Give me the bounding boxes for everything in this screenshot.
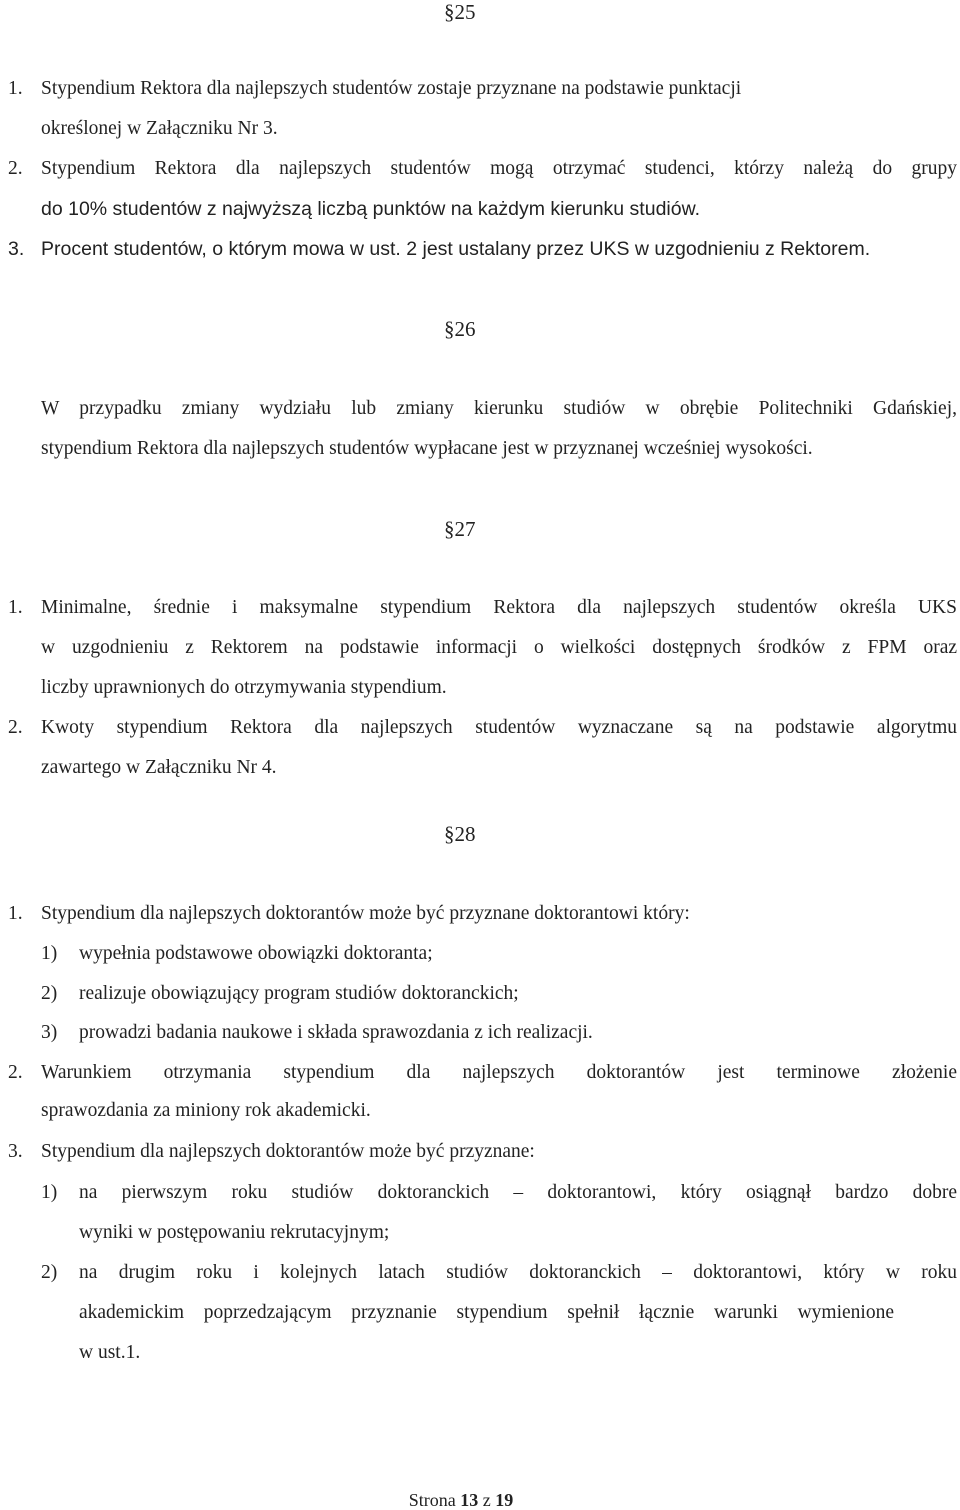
paragraph-line: Stypendium Rektora dla najlepszych studentów mogą otrzymać studenci, którzy należą do grupy (41, 158, 957, 179)
item-number: 2. (8, 158, 23, 179)
section-heading-25: §25 (444, 0, 476, 24)
paragraph-line: Kwoty stypendium Rektora dla najlepszych studentów wyznaczane są na podstawie algorytmu (41, 717, 957, 738)
paragraph-line: Warunkiem otrzymania stypendium dla najlepszych doktorantów jest terminowe złożenie (41, 1062, 957, 1083)
paragraph-line: stypendium Rektora dla najlepszych studentów wypłacane jest w przyznanej wcześniej wysokości. (41, 438, 813, 459)
item-number: 2. (8, 1062, 23, 1083)
subitem-line: realizuje obowiązujący program studiów doktoranckich; (79, 983, 519, 1004)
section-heading-27: §27 (444, 517, 476, 541)
paragraph-line (41, 77, 957, 101)
subitem-line: prowadzi badania naukowe i składa sprawozdania z ich realizacji. (79, 1022, 593, 1043)
subitem-number: 1) (41, 943, 58, 964)
text-justified: Stypendium Rektora dla najlepszych studentów zostaje przyznane na podstawie punktacji (41, 78, 742, 99)
item-number: 3. (8, 1141, 23, 1162)
paragraph-line: Stypendium dla najlepszych doktorantów może być przyznane doktorantowi który: (41, 903, 690, 924)
item-number: 1. (8, 78, 23, 99)
section-heading-28: §28 (444, 822, 476, 846)
subitem-line: w ust.1. (79, 1342, 141, 1363)
footer-page-total: 19 (495, 1490, 514, 1510)
item-number: 3. (8, 238, 25, 260)
item-number: 1. (8, 597, 23, 618)
subitem-line: na pierwszym roku studiów doktoranckich – doktorantowi, który osiągnął bardzo dobre (79, 1182, 957, 1203)
paragraph-line: zawartego w Załączniku Nr 4. (41, 757, 277, 778)
page-footer (0, 1490, 922, 1510)
paragraph-line: do 10% studentów z najwyższą liczbą punktów na każdym kierunku studiów. (41, 198, 701, 220)
paragraph-line: określonej w Załączniku Nr 3. (41, 118, 278, 139)
item-number: 1. (8, 903, 23, 924)
subitem-number: 3) (41, 1022, 58, 1043)
subitem-line: akademickim poprzedzającym przyznanie stypendium spełnił łącznie warunki wymienione (79, 1302, 894, 1323)
paragraph-line: liczby uprawnionych do otrzymywania stypendium. (41, 677, 447, 698)
footer-prefix: Strona (408, 1490, 456, 1510)
section-heading-26: §26 (444, 317, 476, 341)
paragraph-line: Procent studentów, o którym mowa w ust. 2 jest ustalany przez UKS w uzgodnieniu z Rektorem. (41, 238, 871, 260)
subitem-number: 2) (41, 1262, 58, 1283)
subitem-line: na drugim roku i kolejnych latach studiów doktoranckich – doktorantowi, który w roku (79, 1262, 957, 1283)
subitem-number: 2) (41, 983, 58, 1004)
subitem-line: wypełnia podstawowe obowiązki doktoranta; (79, 943, 433, 964)
paragraph-line: w uzgodnieniu z Rektorem na podstawie informacji o wielkości dostępnych środków z FPM oraz (41, 637, 957, 658)
paragraph-line: sprawozdania za miniony rok akademicki. (41, 1100, 371, 1121)
paragraph-line: W przypadku zmiany wydziału lub zmiany kierunku studiów w obrębie Politechniki Gdańskiej, (41, 398, 957, 419)
footer-separator: z (482, 1490, 491, 1510)
paragraph-line: Minimalne, średnie i maksymalne stypendium Rektora dla najlepszych studentów określa UKS (41, 597, 957, 618)
item-number: 2. (8, 717, 23, 738)
paragraph-line: Stypendium dla najlepszych doktorantów może być przyznane: (41, 1141, 535, 1162)
subitem-line: wyniki w postępowaniu rekrutacyjnym; (79, 1222, 390, 1243)
subitem-number: 1) (41, 1182, 58, 1203)
footer-page-number: 13 (460, 1490, 479, 1510)
